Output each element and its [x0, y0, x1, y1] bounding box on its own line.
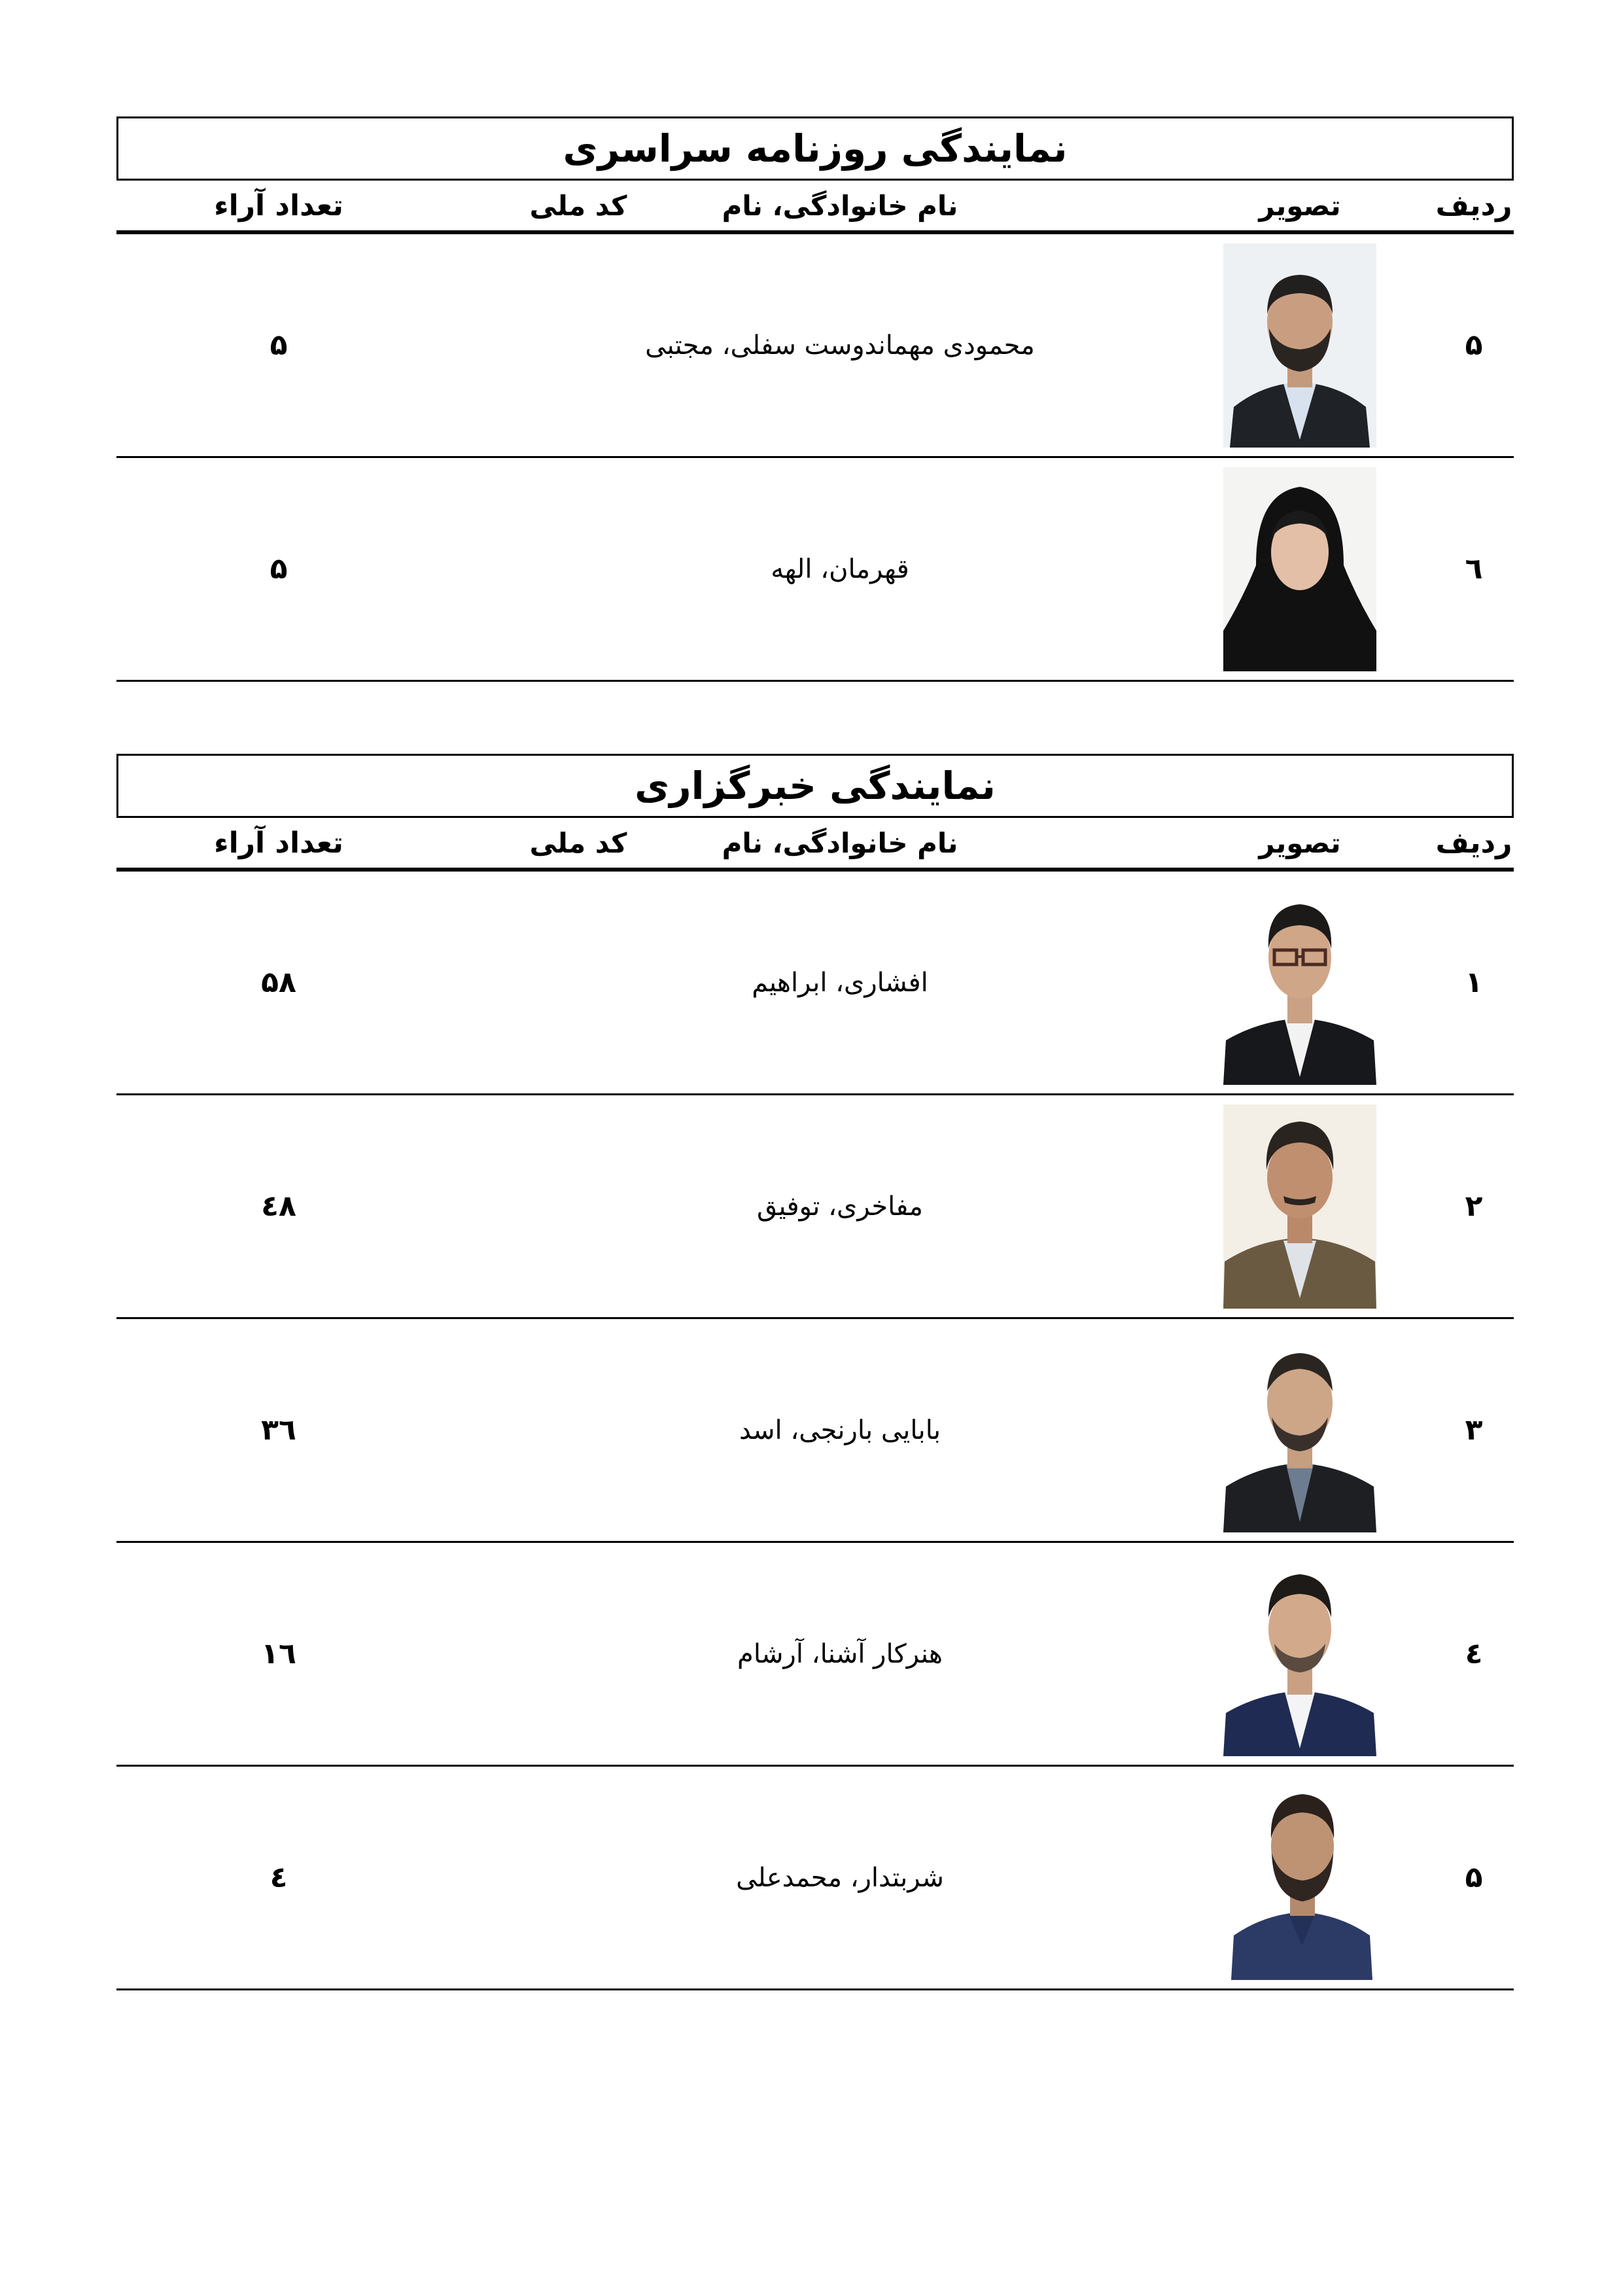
row-index: ٤: [1465, 1637, 1483, 1670]
table-header: [116, 181, 1514, 234]
row-name: شربتدار، محمدعلی: [736, 1862, 944, 1893]
table-row: [116, 1319, 1514, 1543]
table-row: [116, 1095, 1514, 1319]
male-photo: [1223, 1776, 1376, 1980]
row-name: مفاخری، توفیق: [757, 1191, 923, 1222]
table-row: [116, 234, 1514, 458]
row-national-code: [480, 1095, 676, 1317]
row-name: قهرمان، الهه: [771, 554, 909, 584]
row-national-code: [480, 1767, 676, 1988]
row-index: ۳: [1465, 1413, 1483, 1447]
table-row: [116, 458, 1514, 682]
row-votes: ۱٦: [261, 1637, 296, 1670]
header-national-code: کد ملی: [529, 826, 627, 859]
row-votes: ۵: [270, 328, 288, 362]
section-title: نمایندگی خبرگزاری: [116, 754, 1514, 818]
row-index: ٦: [1465, 552, 1483, 586]
male-photo: [1223, 881, 1376, 1085]
header-votes: تعداد آراء: [214, 826, 343, 860]
male-photo: [1223, 1328, 1376, 1532]
row-votes: ۳٦: [261, 1413, 296, 1447]
row-index: ۵: [1465, 1861, 1483, 1894]
row-votes: ۵۸: [261, 966, 296, 999]
table-row: [116, 1767, 1514, 1990]
row-name: بابایی بارنجی، اسد: [739, 1415, 941, 1445]
male-photo: [1223, 1552, 1376, 1756]
row-index: ۱: [1465, 966, 1483, 999]
row-index: ۵: [1465, 328, 1483, 362]
table-row: [116, 1543, 1514, 1767]
header-name: نام خانوادگی، نام: [722, 189, 958, 222]
row-votes: ٤۸: [261, 1190, 296, 1223]
row-name: هنرکار آشنا، آرشام: [737, 1638, 943, 1669]
section-title: نمایندگی روزنامه سراسری: [116, 116, 1514, 181]
row-national-code: [480, 234, 676, 456]
row-national-code: [480, 1543, 676, 1765]
header-national-code: کد ملی: [529, 189, 627, 222]
header-photo: تصویر: [1259, 826, 1341, 859]
row-votes: ۵: [270, 552, 288, 586]
row-national-code: [480, 1319, 676, 1541]
header-photo: تصویر: [1259, 189, 1341, 222]
header-index: ردیف: [1435, 826, 1512, 860]
row-national-code: [480, 872, 676, 1093]
header-name: نام خانوادگی، نام: [722, 826, 958, 859]
male-photo: [1223, 243, 1376, 448]
header-index: ردیف: [1435, 188, 1512, 222]
section-news-agency: [116, 754, 1514, 1990]
row-name: محمودی مهماندوست سفلی، مجتبی: [645, 330, 1035, 361]
row-name: افشاری، ابراهیم: [752, 967, 928, 998]
male-photo: [1223, 1104, 1376, 1309]
table-row: [116, 872, 1514, 1095]
row-votes: ٤: [270, 1861, 288, 1894]
row-national-code: [480, 458, 676, 680]
female-photo: [1223, 467, 1376, 671]
row-index: ۲: [1465, 1190, 1483, 1223]
table-header: [116, 818, 1514, 872]
header-votes: تعداد آراء: [214, 188, 343, 222]
section-national-newspaper: [116, 116, 1514, 682]
